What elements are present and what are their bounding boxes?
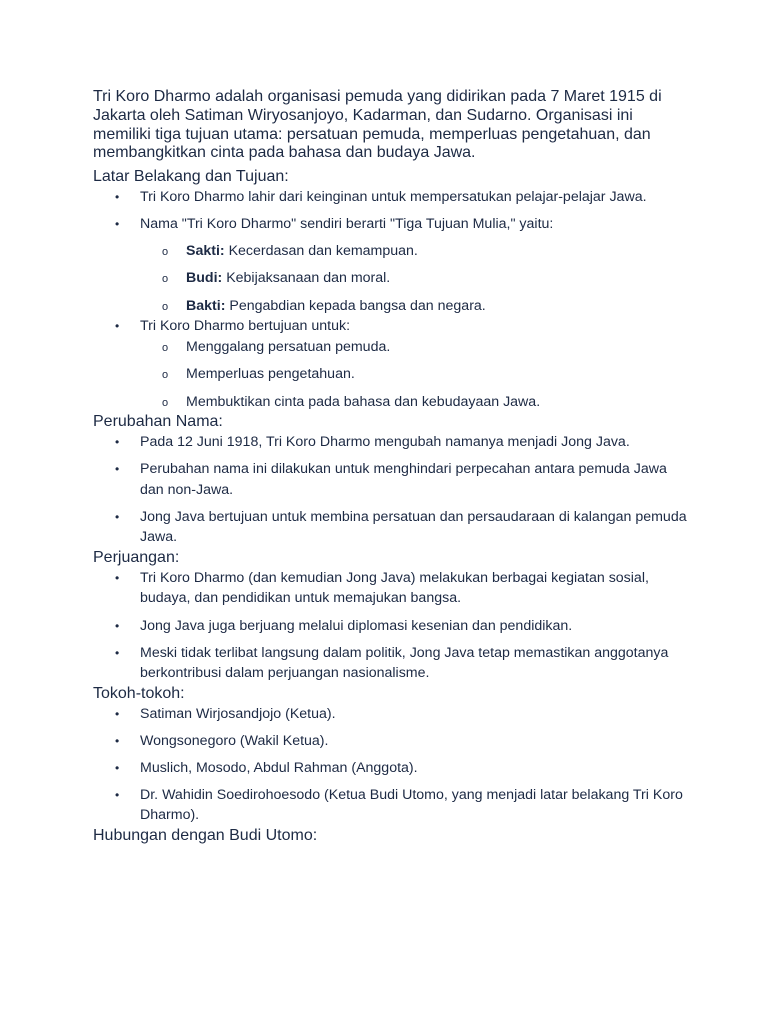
section-heading: Perubahan Nama: bbox=[93, 413, 223, 431]
bullet-icon: • bbox=[115, 217, 120, 232]
list-item-text: Jong Java bertujuan untuk membina persatuan dan persaudaraan di kalangan pemuda Jawa. bbox=[140, 508, 687, 546]
sub-list-item bbox=[140, 392, 693, 413]
bullet-icon: • bbox=[115, 509, 120, 524]
list-item-text: Wongsonegoro (Wakil Ketua). bbox=[140, 732, 329, 749]
bullet-icon: • bbox=[115, 787, 120, 802]
bullet-icon: • bbox=[115, 570, 120, 585]
sub-list-item-text: Menggalang persatuan pemuda. bbox=[186, 338, 391, 355]
list-item-text: Meski tidak terlibat langsung dalam politik, Jong Java tetap memastikan anggotanya berkontribusi dalam perjuangan nasionalisme. bbox=[140, 644, 669, 682]
section-heading: Tokoh-tokoh: bbox=[93, 684, 185, 702]
list-item-text: Nama "Tri Koro Dharmo" sendiri berarti "Tiga Tujuan Mulia," yaitu: bbox=[140, 216, 554, 233]
list-item-text: Tri Koro Dharmo lahir dari keinginan untuk mempersatukan pelajar-pelajar Jawa. bbox=[140, 189, 647, 206]
term-label: Sakti: bbox=[186, 242, 225, 259]
section-heading: Latar Belakang dan Tujuan: bbox=[93, 168, 289, 186]
term-label: Budi: bbox=[186, 270, 223, 287]
list-item bbox=[93, 316, 693, 412]
bullet-icon: • bbox=[115, 645, 120, 660]
circle-bullet-icon: o bbox=[162, 245, 169, 258]
list-item bbox=[93, 568, 693, 609]
section-tokoh bbox=[93, 684, 693, 826]
section-latar-belakang bbox=[93, 167, 693, 412]
term-description: Kebijaksanaan dan moral. bbox=[222, 270, 391, 287]
section-perjuangan bbox=[93, 548, 693, 684]
list-item-text: Pada 12 Juni 1918, Tri Koro Dharmo mengubah namanya menjadi Jong Java. bbox=[140, 434, 630, 451]
list-item bbox=[93, 704, 693, 725]
bullet-list bbox=[93, 568, 693, 684]
sub-list bbox=[140, 337, 693, 413]
list-item-text: Perubahan nama ini dilakukan untuk menghindari perpecahan antara pemuda Jawa dan non-Jawa. bbox=[140, 461, 667, 498]
section-heading: Perjuangan: bbox=[93, 548, 180, 566]
circle-bullet-icon: o bbox=[162, 300, 169, 313]
list-item bbox=[93, 731, 693, 752]
sub-list-item-text: Memperluas pengetahuan. bbox=[186, 366, 355, 383]
list-item bbox=[93, 432, 693, 453]
list-item-text: Tri Koro Dharmo (dan kemudian Jong Java) melakukan berbagai kegiatan sosial, budaya, dan pendidikan untuk memajukan bangsa. bbox=[140, 569, 649, 607]
list-item-text: Jong Java juga berjuang melalui diplomasi kesenian dan pendidikan. bbox=[140, 617, 573, 634]
sub-list-item bbox=[140, 364, 693, 385]
bullet-icon: • bbox=[115, 706, 120, 721]
sub-list-item bbox=[140, 337, 693, 358]
list-item bbox=[93, 187, 693, 208]
document-page bbox=[93, 88, 693, 846]
bullet-icon: • bbox=[115, 319, 120, 334]
list-item bbox=[93, 616, 693, 637]
circle-bullet-icon: o bbox=[162, 273, 169, 286]
list-item bbox=[93, 214, 693, 316]
bullet-icon: • bbox=[115, 733, 120, 748]
list-item bbox=[93, 758, 693, 779]
list-item-text: Tri Koro Dharmo bertujuan untuk: bbox=[140, 318, 351, 335]
section-perubahan-nama bbox=[93, 412, 693, 548]
sub-list-item bbox=[140, 268, 693, 289]
term-label: Bakti: bbox=[186, 297, 226, 314]
term-description: Kecerdasan dan kemampuan. bbox=[224, 242, 418, 259]
circle-bullet-icon: o bbox=[162, 369, 169, 382]
list-item bbox=[93, 459, 693, 500]
term-description: Pengabdian kepada bangsa dan negara. bbox=[225, 297, 486, 314]
sub-list-item bbox=[140, 241, 693, 262]
bullet-icon: • bbox=[115, 435, 120, 450]
list-item bbox=[93, 643, 693, 684]
bullet-list bbox=[93, 432, 693, 548]
circle-bullet-icon: o bbox=[162, 341, 169, 354]
list-item bbox=[93, 785, 693, 826]
bullet-icon: • bbox=[115, 760, 120, 775]
bullet-icon: • bbox=[115, 462, 120, 477]
bullet-icon: • bbox=[115, 618, 120, 633]
section-heading: Hubungan dengan Budi Utomo: bbox=[93, 826, 318, 844]
intro-paragraph: Tri Koro Dharmo adalah organisasi pemuda yang didirikan pada 7 Maret 1915 di Jakarta oleh Satiman Wiryosanjoyo, Kadarman, dan Sudarno. Organisasi ini memiliki tiga tujuan utama: persatuan pemuda, memperluas pengetahuan, dan membangkitkan cinta pada bahasa dan budaya Jawa. bbox=[93, 88, 662, 162]
list-item-text: Dr. Wahidin Soedirohoesodo (Ketua Budi Utomo, yang menjadi latar belakang Tri Koro Dharmo). bbox=[140, 786, 683, 824]
bullet-list bbox=[93, 704, 693, 826]
list-item-text: Satiman Wirjosandjojo (Ketua). bbox=[140, 705, 336, 722]
bullet-icon: • bbox=[115, 190, 120, 205]
bullet-list bbox=[93, 187, 693, 412]
sub-list-item-text: Membuktikan cinta pada bahasa dan kebudayaan Jawa. bbox=[186, 393, 541, 410]
list-item bbox=[93, 507, 693, 548]
circle-bullet-icon: o bbox=[162, 396, 169, 409]
sub-list bbox=[140, 241, 693, 317]
list-item-text: Muslich, Mosodo, Abdul Rahman (Anggota). bbox=[140, 759, 418, 776]
section-hubungan bbox=[93, 826, 693, 845]
sub-list-item bbox=[140, 296, 693, 317]
